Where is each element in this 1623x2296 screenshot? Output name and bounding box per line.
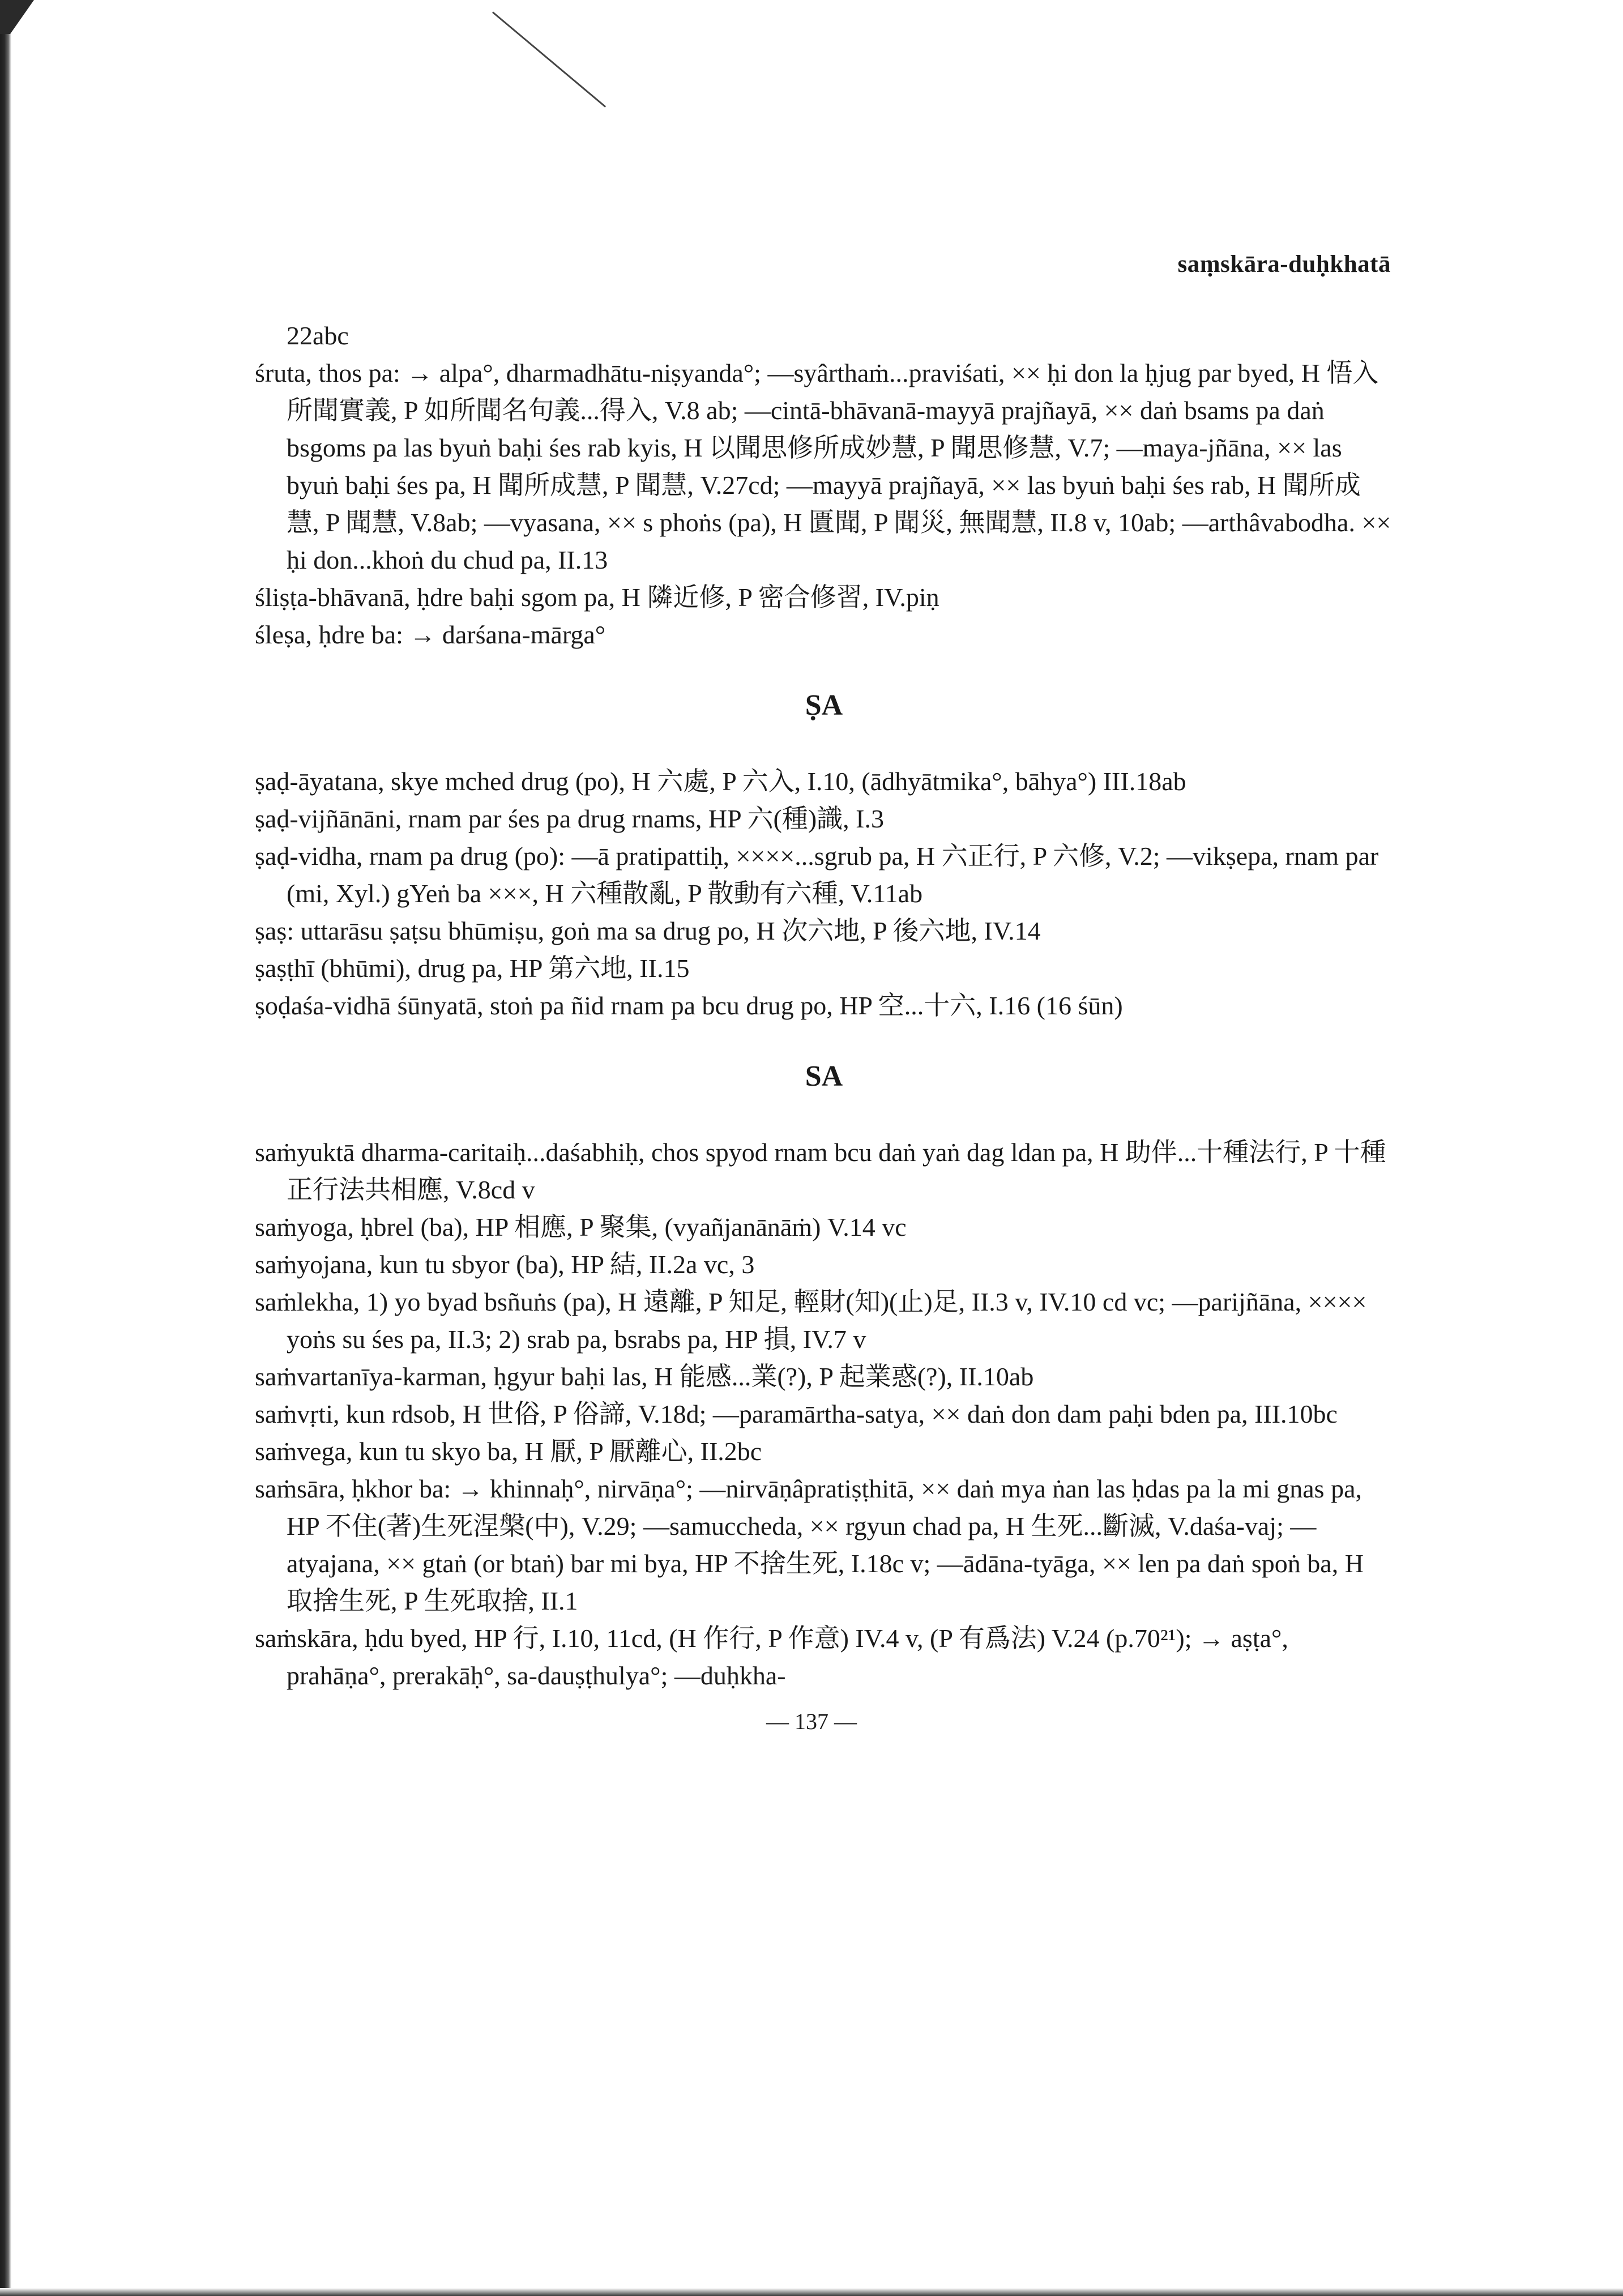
dictionary-entry: ṣaḍ-āyatana, skye mched drug (po), H 六處, P 六入, I.10, (ādhyātmika°, bāhya°) III.18ab <box>255 767 1186 796</box>
dictionary-entry: ṣaṣṭhī (bhūmi), drug pa, HP 第六地, II.15 <box>255 954 690 983</box>
dictionary-entry: śleṣa, ḥdre ba: → darśana-mārga° <box>255 620 606 649</box>
dictionary-entry: saṁyuktā dharma-caritaiḥ...daśabhiḥ, chos spyod rnam bcu daṅ yaṅ dag ldan pa, H 助伴...十種法行, P 十種正行法共相應, V.8cd v <box>255 1138 1386 1204</box>
scan-left-edge <box>0 0 11 2296</box>
dictionary-entry: saṁsāra, ḥkhor ba: → khinnaḥ°, nirvāṇa°; —nirvāṇâpratiṣṭhitā, ×× daṅ mya ṅan las ḥdas pa la mi gnas pa, HP 不住(著)生死涅槃(中), V.29; —samuccheda, ×× rgyun chad pa, H 生死...斷滅, V.daśa-vaj; —atyajana, ×× gtaṅ (or btaṅ) bar mi bya, HP 不捨生死, I.18c v; —ādāna-tyāga, ×× len pa daṅ spoṅ ba, H 取捨生死, P 生死取捨, II.1 <box>255 1474 1364 1615</box>
dictionary-entry: ṣoḍaśa-vidhā śūnyatā, stoṅ pa ñid rnam pa bcu drug po, HP 空...十六, I.16 (16 śūn) <box>255 991 1123 1020</box>
dictionary-entry: ṣaṣ: uttarāsu ṣaṭsu bhūmiṣu, goṅ ma sa drug po, H 次六地, P 後六地, IV.14 <box>255 916 1041 945</box>
dictionary-entry: saṁlekha, 1) yo byad bsñuṅs (pa), H 遠離, P 知足, 輕財(知)(止)足, II.3 v, IV.10 cd vc; —parijñāna, ×××× yoṅs su śes pa, II.3; 2) srab pa, bsrabs pa, HP 損, IV.7 v <box>255 1287 1367 1354</box>
scan-top-corner <box>0 0 34 34</box>
dictionary-entry: saṁvega, kun tu skyo ba, H 厭, P 厭離心, II.2bc <box>255 1437 762 1466</box>
scan-bottom-edge <box>0 2288 1623 2296</box>
running-head: saṃskāra-duḥkhatā <box>1177 251 1391 278</box>
dictionary-entry: saṁskāra, ḥdu byed, HP 行, I.10, 11cd, (H 作行, P 作意) IV.4 v, (P 有爲法) V.24 (p.70²¹); → aṣṭa°, prahāṇa°, prerakāḥ°, sa-dauṣṭhulya°; —duḥkha- <box>255 1624 1288 1690</box>
entries-sa <box>255 1134 1393 1695</box>
dictionary-entry: śliṣṭa-bhāvanā, ḥdre baḥi sgom pa, H 隣近修, P 密合修習, IV.piṇ <box>255 583 939 612</box>
dictionary-entry: śruta, thos pa: → alpa°, dharmadhātu-niṣyanda°; —syârthaṁ...praviśati, ×× ḥi don la ḥjug par byed, H 悟入所聞實義, P 如所聞名句義...得入, V.8 ab; —cintā-bhāvanā-mayyā prajñayā, ×× daṅ bsams pa daṅ bsgoms pa las byuṅ baḥi śes rab kyis, H 以聞思修所成妙慧, P 聞思修慧, V.7; —maya-jñāna, ×× las byuṅ baḥi śes pa, H 聞所成慧, P 聞慧, V.27cd; —mayyā prajñayā, ×× las byuṅ baḥi śes rab, H 聞所成慧, P 聞慧, V.8ab; —vyasana, ×× s phoṅs (pa), H 匱聞, P 聞災, 無聞慧, II.8 v, 10ab; —arthâvabodha. ×× ḥi don...khoṅ du chud pa, II.13 <box>255 359 1391 574</box>
dictionary-entry: 22abc <box>287 321 349 350</box>
dictionary-entry: ṣaḍ-vidha, rnam pa drug (po): —ā pratipattiḥ, ××××...sgrub pa, H 六正行, P 六修, V.2; —vikṣepa, rnam par (mi, Xyl.) gYeṅ ba ×××, H 六種散亂, P 散動有六種, V.11ab <box>255 842 1379 908</box>
entries-top <box>255 317 1393 654</box>
entry-list <box>255 317 1393 1695</box>
dictionary-entry: saṁvartanīya-karman, ḥgyur baḥi las, H 能感...業(?), P 起業惑(?), II.10ab <box>255 1362 1034 1391</box>
section-heading-sa-dot: ṢA <box>805 689 843 722</box>
dictionary-entry: ṣaḍ-vijñānāni, rnam par śes pa drug rnams, HP 六(種)識, I.3 <box>255 804 884 833</box>
entries-sa-dot <box>255 763 1393 1025</box>
pen-stroke-mark <box>492 11 606 107</box>
section-heading-sa: SA <box>805 1060 843 1092</box>
page-number: — 137 — <box>766 1709 857 1734</box>
dictionary-entry: saṁvṛti, kun rdsob, H 世俗, P 俗諦, V.18d; —paramārtha-satya, ×× daṅ don dam paḥi bden pa, III.10bc <box>255 1399 1338 1428</box>
dictionary-entry: saṁyoga, ḥbrel (ba), HP 相應, P 聚集, (vyañjanānāṁ) V.14 vc <box>255 1213 907 1241</box>
dictionary-entry: saṁyojana, kun tu sbyor (ba), HP 結, II.2a vc, 3 <box>255 1250 755 1279</box>
